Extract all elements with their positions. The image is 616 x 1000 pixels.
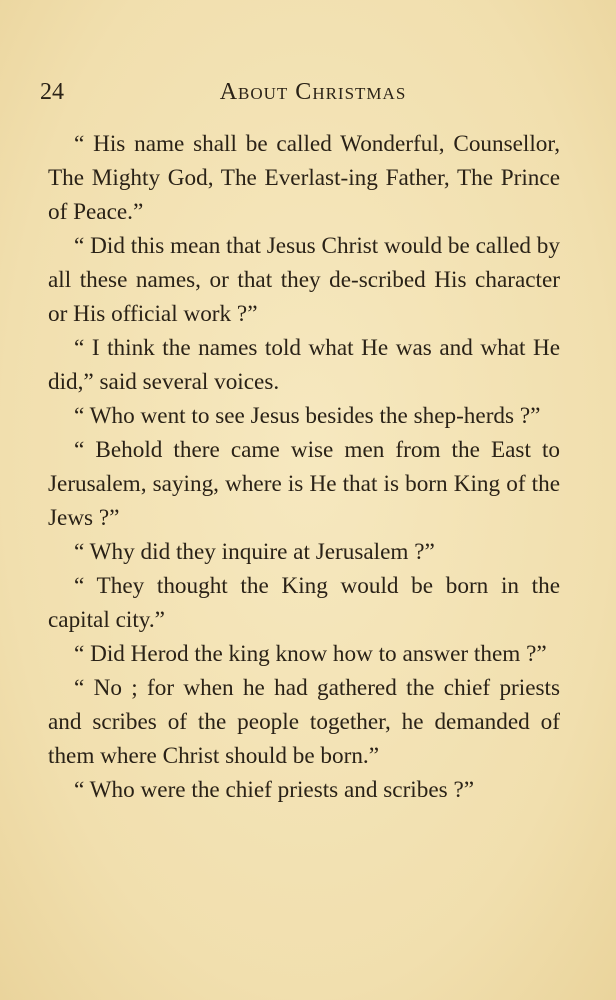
- paragraph: “ His name shall be called Wonderful, Counsellor, The Mighty God, The Everlast-ing Father, The Prince of Peace.”: [48, 131, 560, 225]
- body-text: [48, 127, 560, 807]
- paragraph: “ Why did they inquire at Jerusalem ?”: [74, 539, 435, 565]
- paragraph: “ Behold there came wise men from the East to Jerusalem, saying, where is He that is born King of the Jews ?”: [48, 437, 560, 531]
- paragraph: “ No ; for when he had gathered the chief priests and scribes of the people together, he demanded of them where Christ should be born.”: [48, 675, 560, 769]
- paragraph: “ Did Herod the king know how to answer them ?”: [74, 641, 547, 667]
- paragraph: “ Who went to see Jesus besides the shep-herds ?”: [74, 403, 541, 429]
- running-head: [40, 76, 560, 108]
- paragraph: “ Who were the chief priests and scribes ?”: [74, 777, 475, 803]
- paragraph: “ I think the names told what He was and what He did,” said several voices.: [48, 335, 560, 395]
- paragraph: “ They thought the King would be born in the capital city.”: [48, 573, 560, 633]
- page-number: 24: [40, 79, 64, 105]
- running-title: About Christmas: [219, 79, 407, 105]
- paragraph: “ Did this mean that Jesus Christ would be called by all these names, or that they de-scribed His character or His official work ?”: [48, 233, 560, 327]
